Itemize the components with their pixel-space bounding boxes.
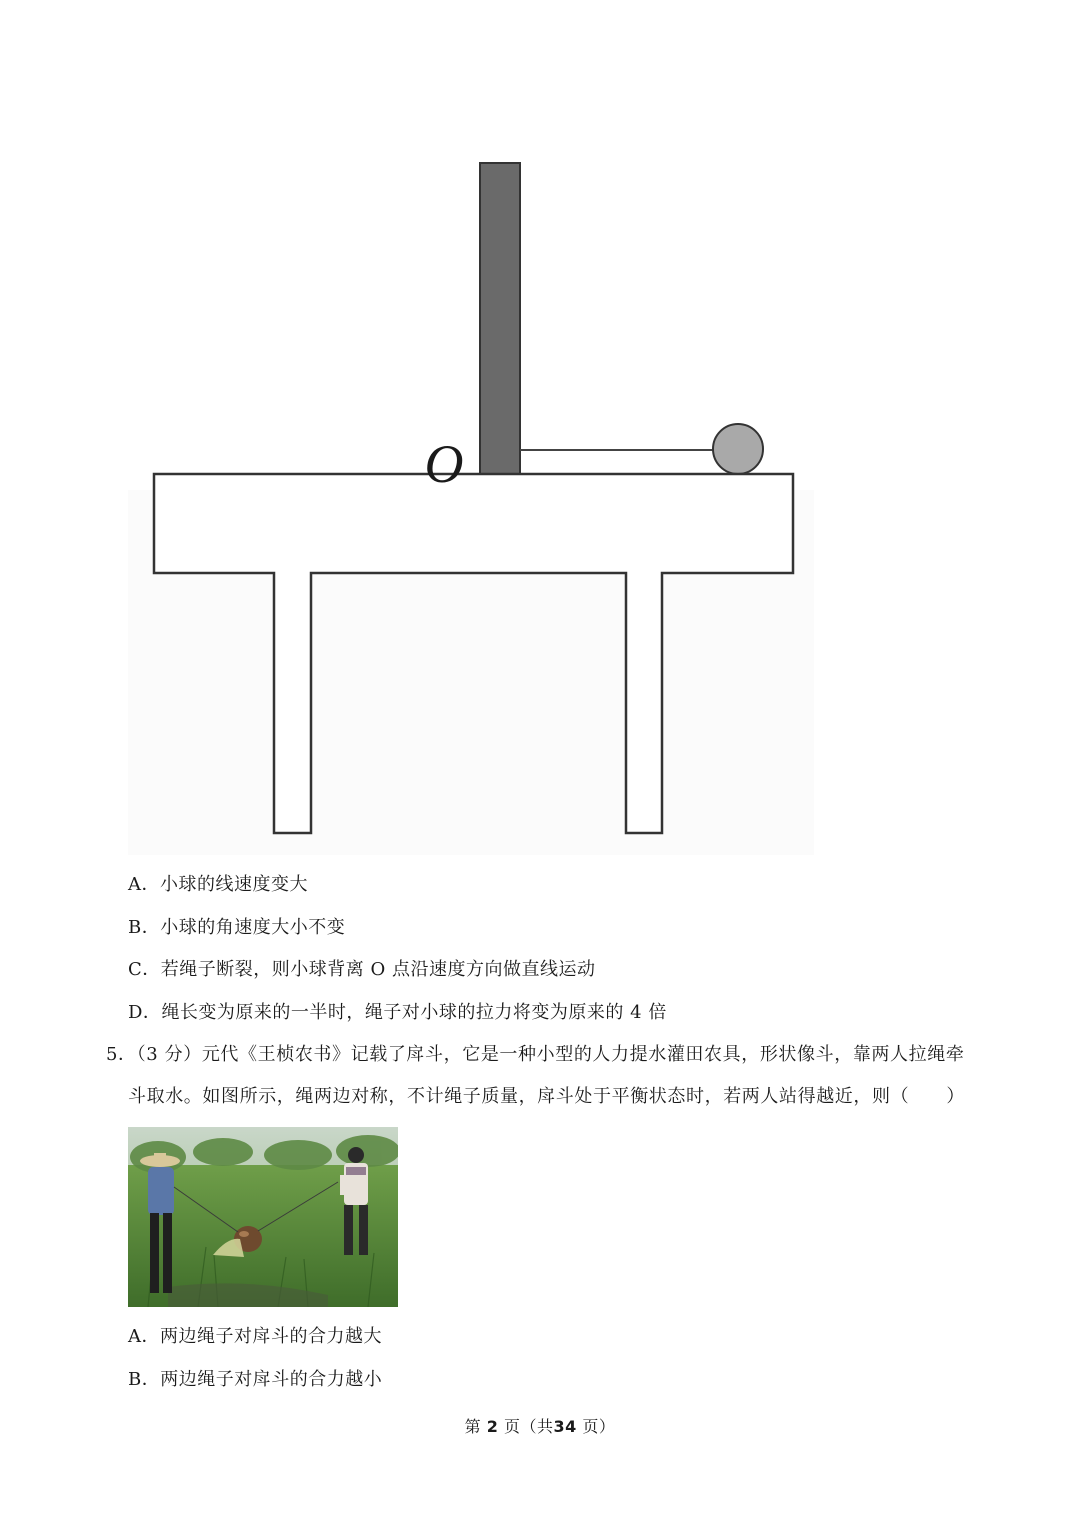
vertical-rod — [480, 163, 520, 475]
option-text: 若绳子断裂，则小球背离 O 点沿速度方向做直线运动 — [160, 959, 596, 980]
footer-page-number: 2 — [486, 1417, 499, 1436]
q4-option-c[interactable] — [128, 958, 595, 982]
option-letter: D． — [128, 1002, 162, 1023]
q4-option-d[interactable] — [128, 1001, 667, 1025]
q5-option-a[interactable] — [128, 1325, 382, 1349]
q5-stem-line2: 斗取水。如图所示，绳两边对称，不计绳子质量，戽斗处于平衡状态时，若两人站得越近，则（ ） — [128, 1086, 965, 1107]
option-letter: B． — [128, 1369, 161, 1390]
option-letter: A． — [128, 874, 160, 895]
footer-suffix: 页） — [582, 1417, 616, 1436]
option-letter: A． — [128, 1326, 160, 1347]
footer-total-pages: 34 — [553, 1417, 577, 1436]
q5-stem-line1: 5．（3 分）元代《王桢农书》记载了戽斗，它是一种小型的人力提水灌田农具，形状像斗，靠两人拉绳牵 — [106, 1044, 965, 1065]
q4-option-a[interactable] — [128, 873, 308, 897]
option-text: 两边绳子对戽斗的合力越小 — [160, 1369, 383, 1390]
q4-option-b[interactable] — [128, 916, 345, 940]
ball — [713, 424, 763, 474]
q5-option-b[interactable] — [128, 1368, 382, 1392]
option-text: 小球的角速度大小不变 — [160, 917, 346, 938]
irrigation-photo — [128, 1127, 398, 1307]
option-letter: C． — [128, 959, 161, 980]
option-text: 小球的线速度变大 — [160, 874, 308, 895]
option-letter: B． — [128, 917, 161, 938]
page-footer — [0, 1416, 1080, 1438]
footer-middle: 页（共 — [503, 1417, 554, 1436]
option-text: 绳长变为原来的一半时，绳子对小球的拉力将变为原来的 4 倍 — [161, 1002, 667, 1023]
footer-prefix: 第 — [464, 1417, 482, 1436]
point-o-label: O — [424, 434, 464, 494]
option-text: 两边绳子对戽斗的合力越大 — [160, 1326, 382, 1347]
